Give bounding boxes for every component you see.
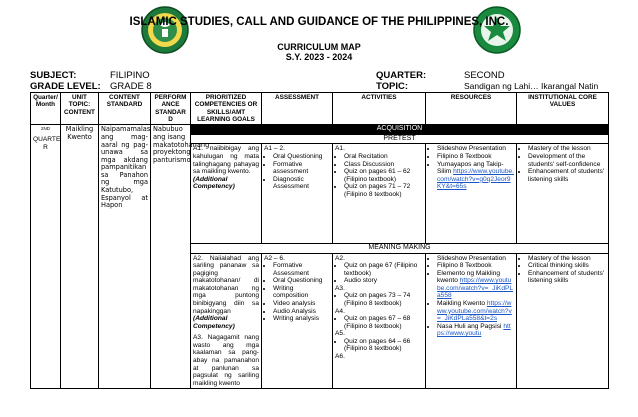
list-item: • Development of the students' self-confidence	[528, 153, 606, 168]
quarter-label: QUARTER:	[376, 70, 427, 81]
mm-competency-1: A2. Naiialahad ang sariling pananaw sa pagiging makatotohanan/ di makatotohanan ng mga puntong binibigyang diin sa napakinggan	[193, 254, 259, 315]
list-item: • Quiz on pages 61 – 62 (Filipino textbook)	[344, 168, 423, 183]
list-item: • Video analysis	[273, 300, 330, 308]
quarter-text: QUARTE R	[33, 136, 61, 151]
list-item	[437, 270, 514, 300]
topic-value: Sandigan ng Lahi… Ikarangal Natin	[464, 81, 599, 91]
list-item: • Filipino 8 Textbook	[437, 153, 514, 161]
pretest-band: PRETEST	[191, 135, 609, 144]
quarter-value: SECOND	[464, 70, 505, 81]
header-row	[31, 93, 609, 125]
grade-line	[30, 81, 152, 92]
mm-a4-list	[335, 315, 423, 330]
list-item: • Slideshow Presentation	[437, 145, 514, 153]
topic-line	[376, 81, 598, 92]
list-item: • Filipino 8 Textbook	[437, 262, 514, 270]
resource-title: Yumayapos ang Takip-Silim	[437, 160, 504, 176]
col-quarter: Quarter/ Month	[31, 93, 61, 125]
list-item: • Oral Questioning	[273, 153, 330, 161]
list-item: • Diagnostic Assessment	[273, 176, 330, 191]
subject-label: SUBJECT:	[30, 70, 77, 81]
topic-label: TOPIC:	[376, 81, 409, 92]
list-item: • Enhancement of students' listening skills	[528, 168, 606, 183]
resource-link[interactable]: https://www.youtube.com/watch?v=_JiKdPLa558&t=2s	[437, 300, 512, 323]
col-assessment: ASSESSMENT	[262, 93, 333, 125]
col-competencies: PRIORITIZED COMPETENCIES OR SKILLS/AMT LEARNING GOALS	[191, 93, 262, 125]
subject-line	[30, 70, 150, 81]
list-item: • Writing analysis	[273, 315, 330, 323]
mm-activities-cell	[333, 253, 426, 389]
resource-title: Maikling Kwento	[437, 300, 486, 307]
col-activities: ACTIVITIES	[333, 93, 426, 125]
resource-link[interactable]: https://www.youtube.com/watch?v=g0q2Jeor9KY&t=65s	[437, 168, 514, 191]
list-item: • Audio Analysis	[273, 308, 330, 316]
mm-a3-head: A3.	[335, 284, 345, 292]
col-content-standard: CONTENT STANDARD	[99, 93, 151, 125]
list-item: • Quiz on pages 67 – 68 (Filipino 8 textbook)	[344, 315, 423, 330]
grade-value: GRADE 8	[110, 81, 152, 92]
list-item: • Quiz on page 67 (Filipino textbook)	[344, 262, 423, 277]
resource-title: Elemento ng Maikling kwento	[437, 269, 501, 285]
meaning-making-band: MEANING MAKING	[191, 244, 609, 253]
list-item: • Quiz on pages 71 – 72 (Filipino 8 textbook)	[344, 183, 423, 198]
mm-assessment-list	[264, 262, 330, 323]
acq-activities-head: A1.	[335, 145, 345, 153]
mm-competency-cell	[191, 253, 262, 389]
acq-resources-list	[428, 145, 514, 190]
mm-assessment-cell	[262, 253, 333, 389]
mm-a6-head: A6.	[335, 353, 345, 361]
grade-label: GRADE LEVEL:	[30, 81, 101, 92]
list-item: • Slideshow Presentation	[437, 255, 514, 263]
acq-activities-cell	[333, 144, 426, 244]
mm-resources-list	[428, 255, 514, 338]
list-item: • Oral Questioning	[273, 277, 330, 285]
col-core-values: INSTITUTIONAL CORE VALUES	[517, 93, 609, 125]
content-standard-cell: Naipamamalas ang mag-aaral ng pag-unawa sa mga akdang pampanitikan sa Panahon ng mga Katutubo, Espanyol at Hapon	[99, 125, 151, 389]
acq-assessment-cell	[262, 144, 333, 244]
resource-link[interactable]: https://www.youtu	[437, 322, 511, 338]
acq-competency-tag: (Additional Competency)	[193, 175, 235, 191]
list-item: • Class Discussion	[344, 161, 423, 169]
performance-standard-cell: Nabubuo ang isang makatotohanang proyektong panturismo	[151, 125, 191, 389]
list-item: • Audio story	[344, 277, 423, 285]
school-year: S.Y. 2023 - 2024	[285, 52, 353, 62]
list-item: • Formative Assessment	[273, 262, 330, 277]
quarter-sup: 2ND	[40, 126, 50, 132]
list-item	[437, 323, 514, 338]
list-item	[437, 300, 514, 323]
mm-a2-head: A2.	[335, 254, 345, 262]
mm-a5-head: A5.	[335, 330, 345, 338]
acq-activities-list	[335, 153, 423, 198]
acq-values-list	[519, 145, 606, 183]
mm-assessment-head: A2 – 6.	[264, 254, 285, 262]
list-item: • Quiz on pages 73 – 74 (Filipino 8 textbook)	[344, 292, 423, 307]
list-item: • Formative assessment	[273, 161, 330, 176]
col-unit-topic: UNIT TOPIC: CONTENT	[61, 93, 99, 125]
resource-link[interactable]: https://www.youtube.com/watch?v=_JiKdPLa558	[437, 277, 514, 300]
unit-topic-cell: Maikling Kwento	[61, 125, 99, 389]
acq-competency-cell	[191, 144, 262, 244]
subject-value: FILIPINO	[110, 70, 150, 81]
list-item: • Enhancement of students' listening skills	[528, 270, 606, 285]
acq-assessment-head: A1 – 2.	[264, 145, 285, 153]
mm-values-list	[519, 255, 606, 285]
school-name: ISLAMIC STUDIES, CALL AND GUIDANCE OF THE PHILIPPINES, INC.	[129, 16, 509, 28]
mm-competency-2: A3. Nagagamit nang wasto ang mga kaalaman sa pang-abay na pamanahon at panlunan sa pagsulat ng sariling maikling kwento	[193, 334, 259, 387]
mm-a4-head: A4.	[335, 307, 345, 315]
acq-assessment-list	[264, 153, 330, 191]
list-item: • Mastery of the lesson	[528, 255, 606, 263]
resource-title: Nasa Huli ang Pagsisi	[437, 322, 502, 330]
list-item	[437, 161, 514, 191]
document-title: CURRICULUM MAP	[277, 42, 361, 52]
mm-a3-list	[335, 292, 423, 307]
list-item: • Mastery of the lesson	[528, 145, 606, 153]
list-item: • Quiz on pages 64 – 66 (Filipino 8 textbook)	[344, 338, 423, 353]
acq-values-cell	[517, 144, 609, 244]
mm-a2-list	[335, 262, 423, 285]
mm-values-cell	[517, 253, 609, 389]
list-item: • Oral Recitation	[344, 153, 423, 161]
mm-resources-cell	[426, 253, 517, 389]
list-item: • Critical thinking skills	[528, 262, 606, 270]
acquisition-band: ACQUISITION	[191, 125, 609, 135]
mm-competency-tag: (Additional Competency)	[193, 315, 235, 330]
mm-a5-list	[335, 338, 423, 353]
quarter-line	[376, 70, 505, 81]
list-item: • Writing composition	[273, 285, 330, 300]
acq-resources-cell	[426, 144, 517, 244]
acq-competency: A1. naiibibigay ang kahulugan ng mata talinghagang pahayag sa maikling kwento.	[193, 145, 259, 176]
curriculum-map-table	[30, 92, 609, 389]
col-resources: RESOURCES	[426, 93, 517, 125]
quarter-cell	[31, 125, 61, 389]
col-performance-standard: PERFORM ANCE STANDAR D	[151, 93, 191, 125]
